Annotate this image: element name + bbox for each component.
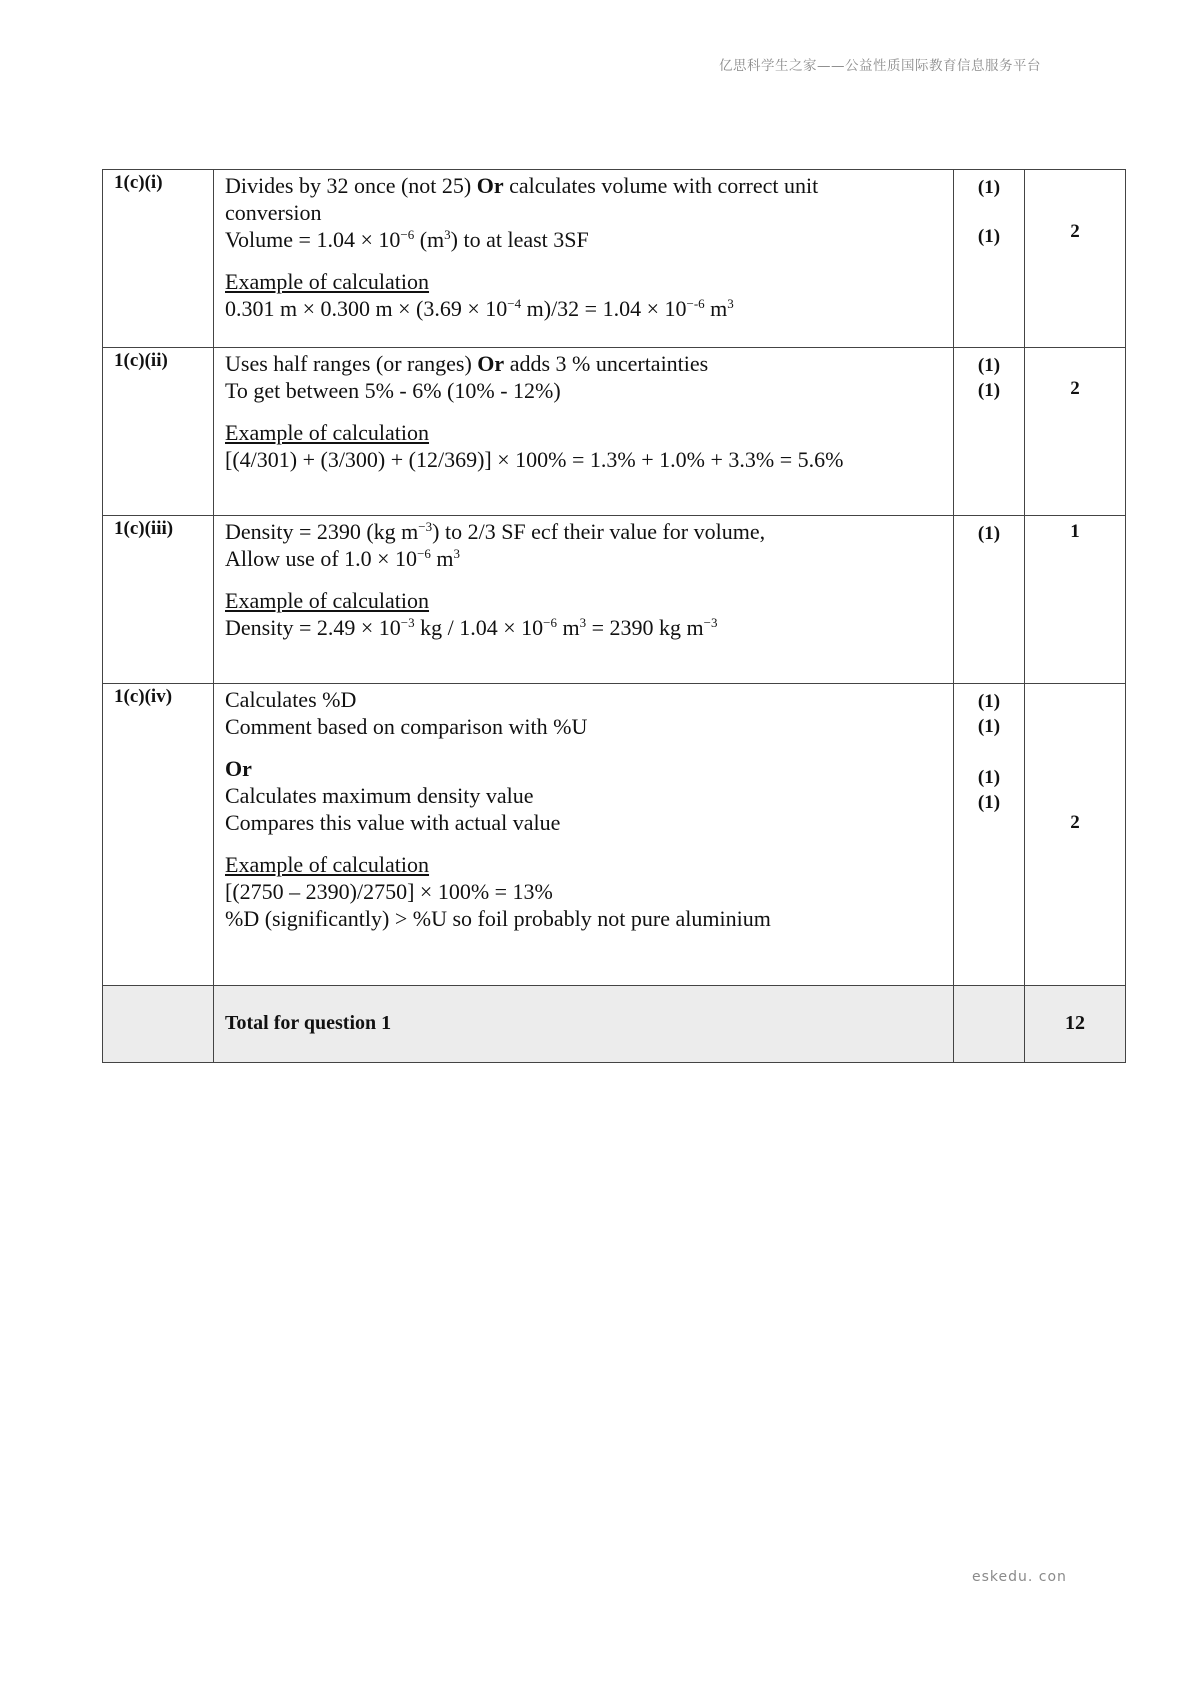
total-marks: 2 (1070, 221, 1080, 242)
calculation-text: [(4/301) + (3/300) + (12/369)] × 100% = 1.3% + 1.0% + 3.3% = 5.6% (225, 447, 844, 472)
question-number: 1(c)(iii) (103, 516, 214, 684)
answer-text: To get between 5% - 6% (10% - 12%) (225, 378, 561, 403)
total-row-blank (954, 986, 1025, 1063)
mark-cell (954, 348, 1025, 516)
total-value: 12 (1025, 986, 1126, 1063)
calculation-text: Density = 2.49 × 10 (225, 615, 401, 640)
superscript: 3 (727, 296, 734, 311)
table-row (103, 348, 1126, 516)
superscript: −3 (400, 615, 415, 630)
calculation-text: kg / 1.04 × 10 (414, 615, 544, 640)
calculation-text: [(2750 – 2390)/2750] × 100% = 13% (225, 879, 553, 904)
answer-text: Comment based on comparison with %U (225, 714, 588, 739)
superscript: −6 (417, 546, 431, 561)
superscript: −3 (418, 519, 433, 534)
answer-text: Divides by 32 once (not 25) (225, 173, 477, 198)
total-marks-cell (1025, 684, 1126, 986)
answer-text: conversion (225, 200, 322, 225)
question-number: 1(c)(ii) (103, 348, 214, 516)
table-row (103, 516, 1126, 684)
answer-text: Compares this value with actual value (225, 810, 561, 835)
answer-text: Density = 2390 (kg m (225, 519, 419, 544)
mark-cell (954, 170, 1025, 348)
total-label: Total for question 1 (214, 986, 954, 1063)
answer-cell (214, 170, 954, 348)
mark: (1) (977, 380, 1001, 401)
or-keyword: Or (476, 173, 504, 198)
total-row (103, 986, 1126, 1063)
example-heading: Example of calculation (225, 852, 430, 877)
answer-text: m (430, 546, 454, 571)
total-marks: 1 (1070, 521, 1080, 542)
table-row (103, 684, 1126, 986)
superscript: 3 (579, 615, 587, 630)
or-keyword: Or (477, 351, 505, 376)
answer-text: ) to at least 3SF (450, 227, 589, 252)
mark: (1) (977, 355, 1001, 376)
calculation-text: m)/32 = 1.04 × 10 (521, 296, 687, 321)
superscript: −6 (400, 227, 415, 242)
mark-cell (954, 516, 1025, 684)
mark-cell (954, 684, 1025, 986)
superscript: −4 (507, 296, 522, 311)
answer-text: calculates volume with correct unit (503, 173, 819, 198)
answer-text: ) to 2/3 SF ecf their value for volume, (432, 519, 766, 544)
example-heading: Example of calculation (225, 588, 430, 613)
question-number: 1(c)(iv) (103, 684, 214, 986)
answer-text: adds 3 % uncertainties (504, 351, 709, 376)
answer-cell (214, 684, 954, 986)
mark: (1) (977, 792, 1001, 813)
calculation-text: = 2390 kg m (586, 615, 704, 640)
mark: (1) (977, 523, 1001, 544)
superscript: −3 (703, 615, 718, 630)
answer-text: Calculates %D (225, 687, 357, 712)
or-keyword: Or (225, 756, 252, 781)
total-marks: 2 (1070, 378, 1080, 399)
mark: (1) (977, 226, 1001, 247)
total-marks: 2 (1070, 812, 1080, 833)
total-marks-cell (1025, 516, 1126, 684)
calculation-text: 0.301 m × 0.300 m × (3.69 × 10 (225, 296, 508, 321)
mark: (1) (977, 767, 1001, 788)
answer-text: Volume = 1.04 × 10 (225, 227, 401, 252)
total-row-blank (103, 986, 214, 1063)
calculation-text: %D (significantly) > %U so foil probably not pure aluminium (225, 906, 771, 931)
header-text: 亿思科学生之家——公益性质国际教育信息服务平台 (719, 58, 1041, 74)
superscript: 3 (453, 546, 461, 561)
mark: (1) (977, 691, 1001, 712)
superscript: −6 (543, 615, 557, 630)
mark: (1) (977, 716, 1001, 737)
superscript: 3 (444, 227, 451, 242)
example-heading: Example of calculation (225, 420, 430, 445)
mark-scheme-table (102, 169, 1126, 1063)
answer-cell (214, 516, 954, 684)
mark: (1) (977, 177, 1001, 198)
footer-text: eskedu. con (972, 1569, 1067, 1585)
answer-text: Allow use of 1.0 × 10 (225, 546, 418, 571)
calculation-text: m (704, 296, 728, 321)
total-marks-cell (1025, 170, 1126, 348)
calculation-text: m (556, 615, 580, 640)
total-marks-cell (1025, 348, 1126, 516)
example-heading: Example of calculation (225, 269, 430, 294)
table-row (103, 170, 1126, 348)
superscript: −-6 (686, 296, 705, 311)
answer-cell (214, 348, 954, 516)
question-number: 1(c)(i) (103, 170, 214, 348)
answer-text: (m (414, 227, 445, 252)
answer-text: Calculates maximum density value (225, 783, 534, 808)
answer-text: Uses half ranges (or ranges) (225, 351, 478, 376)
